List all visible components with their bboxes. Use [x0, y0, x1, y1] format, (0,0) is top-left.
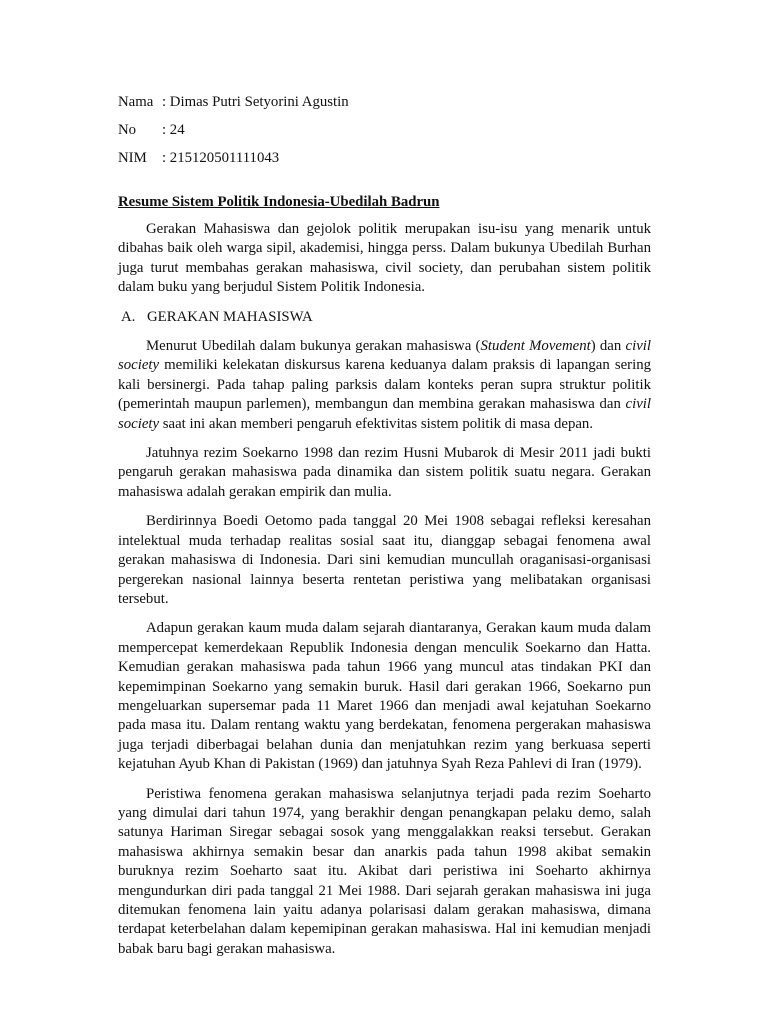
section-heading	[118, 308, 651, 327]
paragraph-1-text: Menurut Ubedilah dalam bukunya gerakan mahasiswa (	[146, 338, 481, 355]
intro-paragraph: Gerakan Mahasiswa dan gejolok politik merupakan isu-isu yang menarik untuk dibahas baik oleh warga sipil, akademisi, hingga perss. Dalam bukunya Ubedilah Burhan juga turut membahas gerakan mahasiswa, civil society, dan perubahan sistem politik dalam buku yang berjudul Sistem Politik Indonesia.	[118, 221, 651, 296]
section-title: GERAKAN MAHASISWA	[147, 308, 313, 325]
nim-row	[118, 144, 349, 172]
no-row	[118, 116, 349, 144]
paragraph-1	[118, 337, 651, 434]
paragraph-1-text: saat ini akan memberi pengaruh efektivitas sistem politik di masa depan.	[159, 415, 594, 432]
name-row	[118, 88, 349, 116]
section-number: A.	[121, 308, 136, 325]
italic-term: civil society	[118, 338, 651, 374]
paragraph-1-text: ) dan	[590, 338, 626, 355]
italic-term: civil society	[118, 396, 651, 432]
document-title: Resume Sistem Politik Indonesia-Ubedilah Badrun	[118, 194, 440, 210]
no-value: : 24	[162, 122, 185, 138]
paragraph-2: Jatuhnya rezim Soekarno 1998 dan rezim Husni Mubarok di Mesir 2011 jadi bukti pengaruh gerakan mahasiswa pada dinamika dan sistem politik suatu negara. Gerakan mahasiswa adalah gerakan empirik dan mulia.	[118, 445, 651, 500]
paragraph-5: Peristiwa fenomena gerakan mahasiswa selanjutnya terjadi pada rezim Soeharto yang dimulai dari tahun 1974, yang berakhir dengan penangkapan pelaku demo, salah satunya Hariman Siregar sebagai sosok yang menggalakkan reaksi tersebut. Gerakan mahasiswa akhirnya semakin besar dan anarkis pada tahun 1998 akibat semakin buruknya rezim Soeharto saat itu. Akibat dari peristiwa ini Soeharto akhirnya mengundurkan diri pada tanggal 21 Mei 1988. Dari sejarah gerakan mahasiswa ini juga ditemukan fenomena lain yaitu adanya polarisasi dalam gerakan mahasiswa, dimana terdapat keterbelahan dalam kepemipinan gerakan mahasiswa. Hal ini kemudian menjadi babak baru bagi gerakan mahasiswa.	[118, 785, 651, 957]
document-body	[118, 220, 651, 969]
paragraph-3: Berdirinnya Boedi Oetomo pada tanggal 20 Mei 1908 sebagai refleksi keresahan intelektual muda terhadap realitas sosial saat itu, dianggap sebagai fenomena awal gerakan mahasiswa di Indonesia. Dari sini kemudian muncullah oraganisasi-organisasi pergerekan nasional lainnya beserta rentetan peristiwa yang melibatakan organisasi tersebut.	[118, 513, 651, 607]
student-info	[118, 88, 349, 172]
paragraph-1-text: memiliki kelekatan diskursus karena keduanya dalam praksis di lapangan sering kali bersinergi. Pada tahap paling parksis dalam konteks peran supra struktur politik (pemerintah maupun parlemen), membangun dan membina gerakan mahasiswa dan	[118, 357, 651, 413]
name-label: Nama	[118, 94, 154, 110]
paragraph-4: Adapun gerakan kaum muda dalam sejarah diantaranya, Gerakan kaum muda dalam mempercepat kemerdekaan Republik Indonesia dengan menculik Soekarno dan Hatta. Kemudian gerakan mahasiswa pada tahun 1966 yang muncul atas tindakan PKI dan kepemimpinan Soekarno yang semakin buruk. Hasil dari gerakan 1966, Soekarno pun mengeluarkan supersemar pada 11 Maret 1966 dan menjadi awal kejatuhan Soekarno pada masa itu. Dalam rentang waktu yang berdekatan, fenomena pergerakan mahasiswa juga terjadi diberbagai belahan dunia dan menjatuhkan rezim yang berkuasa seperti kejatuhan Ayub Khan di Pakistan (1969) dan jatuhnya Syah Reza Pahlevi di Iran (1979).	[118, 620, 651, 773]
nim-label: NIM	[118, 150, 147, 166]
nim-value: : 215120501111043	[162, 150, 280, 166]
italic-term: Student Movement	[480, 338, 591, 355]
name-value: : Dimas Putri Setyorini Agustin	[162, 94, 349, 110]
no-label: No	[118, 122, 137, 138]
